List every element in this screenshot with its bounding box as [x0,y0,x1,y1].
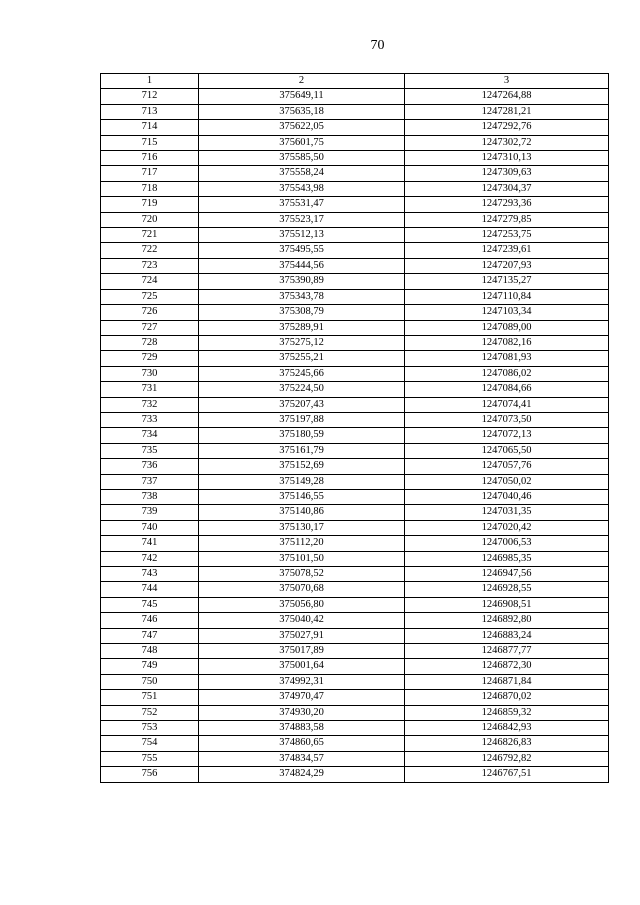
x-coordinate-cell: 375112,20 [199,536,405,551]
y-coordinate-cell: 1247310,13 [405,151,609,166]
table-row [101,212,609,227]
x-coordinate-cell: 375140,86 [199,505,405,520]
y-coordinate-cell: 1247020,42 [405,520,609,535]
table-row [101,428,609,443]
point-number-cell: 720 [101,212,199,227]
x-coordinate-cell: 375245,66 [199,366,405,381]
point-number-cell: 743 [101,567,199,582]
y-coordinate-cell: 1247302,72 [405,135,609,150]
y-coordinate-cell: 1246928,55 [405,582,609,597]
table-row [101,89,609,104]
y-coordinate-cell: 1246859,32 [405,705,609,720]
point-number-cell: 749 [101,659,199,674]
point-number-cell: 753 [101,721,199,736]
y-coordinate-cell: 1247072,13 [405,428,609,443]
point-number-cell: 724 [101,274,199,289]
x-coordinate-cell: 375001,64 [199,659,405,674]
table-row [101,628,609,643]
coordinates-table [100,73,609,783]
point-number-cell: 752 [101,705,199,720]
table-row [101,305,609,320]
page-number: 70 [370,38,385,53]
point-number-cell: 712 [101,89,199,104]
table-row [101,674,609,689]
x-coordinate-cell: 375207,43 [199,397,405,412]
table-row [101,104,609,119]
table-row [101,197,609,212]
y-coordinate-cell: 1246871,84 [405,674,609,689]
x-coordinate-cell: 375180,59 [199,428,405,443]
x-coordinate-cell: 375161,79 [199,443,405,458]
x-coordinate-cell: 375543,98 [199,181,405,196]
x-coordinate-cell: 375390,89 [199,274,405,289]
y-coordinate-cell: 1246985,35 [405,551,609,566]
point-number-cell: 742 [101,551,199,566]
x-coordinate-cell: 375149,28 [199,474,405,489]
table-row [101,135,609,150]
point-number-cell: 726 [101,305,199,320]
table-row [101,736,609,751]
table-row [101,289,609,304]
point-number-cell: 733 [101,412,199,427]
table-row [101,351,609,366]
x-coordinate-cell: 375601,75 [199,135,405,150]
x-coordinate-cell: 375070,68 [199,582,405,597]
table-row [101,459,609,474]
table-row [101,258,609,273]
table-row [101,366,609,381]
x-coordinate-cell: 374860,65 [199,736,405,751]
x-coordinate-cell: 375197,88 [199,412,405,427]
x-coordinate-cell: 375255,21 [199,351,405,366]
x-coordinate-cell: 375027,91 [199,628,405,643]
table-row [101,505,609,520]
x-coordinate-cell: 375017,89 [199,644,405,659]
table-row [101,659,609,674]
table-row [101,690,609,705]
table-row [101,397,609,412]
point-number-cell: 746 [101,613,199,628]
y-coordinate-cell: 1246947,56 [405,567,609,582]
y-coordinate-cell: 1247309,63 [405,166,609,181]
y-coordinate-cell: 1247135,27 [405,274,609,289]
point-number-cell: 737 [101,474,199,489]
table-row [101,751,609,766]
column-header: 3 [405,74,609,89]
point-number-cell: 745 [101,597,199,612]
table-row [101,320,609,335]
y-coordinate-cell: 1247253,75 [405,228,609,243]
x-coordinate-cell: 375585,50 [199,151,405,166]
y-coordinate-cell: 1247065,50 [405,443,609,458]
x-coordinate-cell: 374930,20 [199,705,405,720]
table-row [101,382,609,397]
point-number-cell: 736 [101,459,199,474]
x-coordinate-cell: 375224,50 [199,382,405,397]
point-number-cell: 725 [101,289,199,304]
column-header: 1 [101,74,199,89]
x-coordinate-cell: 375275,12 [199,335,405,350]
point-number-cell: 722 [101,243,199,258]
table-row [101,474,609,489]
y-coordinate-cell: 1246870,02 [405,690,609,705]
table-row [101,582,609,597]
table-row [101,705,609,720]
y-coordinate-cell: 1247084,66 [405,382,609,397]
x-coordinate-cell: 374834,57 [199,751,405,766]
x-coordinate-cell: 375308,79 [199,305,405,320]
y-coordinate-cell: 1247040,46 [405,489,609,504]
y-coordinate-cell: 1247103,34 [405,305,609,320]
x-coordinate-cell: 375130,17 [199,520,405,535]
point-number-cell: 731 [101,382,199,397]
table-row [101,567,609,582]
y-coordinate-cell: 1246826,83 [405,736,609,751]
x-coordinate-cell: 375444,56 [199,258,405,273]
y-coordinate-cell: 1247050,02 [405,474,609,489]
y-coordinate-cell: 1246872,30 [405,659,609,674]
x-coordinate-cell: 375558,24 [199,166,405,181]
x-coordinate-cell: 375289,91 [199,320,405,335]
table-row [101,536,609,551]
table-row [101,120,609,135]
y-coordinate-cell: 1247057,76 [405,459,609,474]
x-coordinate-cell: 375040,42 [199,613,405,628]
table-row [101,228,609,243]
x-coordinate-cell: 375056,80 [199,597,405,612]
point-number-cell: 751 [101,690,199,705]
table-row [101,166,609,181]
y-coordinate-cell: 1247239,61 [405,243,609,258]
point-number-cell: 754 [101,736,199,751]
point-number-cell: 723 [101,258,199,273]
point-number-cell: 738 [101,489,199,504]
point-number-cell: 734 [101,428,199,443]
x-coordinate-cell: 375649,11 [199,89,405,104]
point-number-cell: 719 [101,197,199,212]
x-coordinate-cell: 375495,55 [199,243,405,258]
point-number-cell: 755 [101,751,199,766]
table-row [101,443,609,458]
point-number-cell: 744 [101,582,199,597]
x-coordinate-cell: 374970,47 [199,690,405,705]
x-coordinate-cell: 375531,47 [199,197,405,212]
table-body [101,89,609,782]
point-number-cell: 716 [101,151,199,166]
point-number-cell: 714 [101,120,199,135]
table-row [101,489,609,504]
y-coordinate-cell: 1247264,88 [405,89,609,104]
point-number-cell: 740 [101,520,199,535]
y-coordinate-cell: 1246908,51 [405,597,609,612]
point-number-cell: 718 [101,181,199,196]
x-coordinate-cell: 375622,05 [199,120,405,135]
x-coordinate-cell: 375101,50 [199,551,405,566]
table-row [101,181,609,196]
point-number-cell: 729 [101,351,199,366]
x-coordinate-cell: 375152,69 [199,459,405,474]
y-coordinate-cell: 1247086,02 [405,366,609,381]
table-row [101,274,609,289]
y-coordinate-cell: 1247279,85 [405,212,609,227]
y-coordinate-cell: 1247293,36 [405,197,609,212]
point-number-cell: 735 [101,443,199,458]
y-coordinate-cell: 1247031,35 [405,505,609,520]
x-coordinate-cell: 375078,52 [199,567,405,582]
table-row [101,520,609,535]
point-number-cell: 728 [101,335,199,350]
y-coordinate-cell: 1246767,51 [405,767,609,782]
table-header-row [101,74,609,89]
y-coordinate-cell: 1247281,21 [405,104,609,119]
x-coordinate-cell: 374883,58 [199,721,405,736]
table-row [101,551,609,566]
point-number-cell: 715 [101,135,199,150]
y-coordinate-cell: 1246877,77 [405,644,609,659]
x-coordinate-cell: 374992,31 [199,674,405,689]
x-coordinate-cell: 375146,55 [199,489,405,504]
point-number-cell: 721 [101,228,199,243]
x-coordinate-cell: 375635,18 [199,104,405,119]
y-coordinate-cell: 1247074,41 [405,397,609,412]
table-row [101,721,609,736]
y-coordinate-cell: 1247081,93 [405,351,609,366]
table-row [101,644,609,659]
point-number-cell: 748 [101,644,199,659]
point-number-cell: 727 [101,320,199,335]
y-coordinate-cell: 1247292,76 [405,120,609,135]
point-number-cell: 717 [101,166,199,181]
point-number-cell: 730 [101,366,199,381]
x-coordinate-cell: 375512,13 [199,228,405,243]
y-coordinate-cell: 1247073,50 [405,412,609,427]
table-row [101,335,609,350]
y-coordinate-cell: 1246842,93 [405,721,609,736]
y-coordinate-cell: 1247304,37 [405,181,609,196]
table-row [101,151,609,166]
x-coordinate-cell: 375343,78 [199,289,405,304]
point-number-cell: 732 [101,397,199,412]
point-number-cell: 741 [101,536,199,551]
table-row [101,597,609,612]
y-coordinate-cell: 1247082,16 [405,335,609,350]
point-number-cell: 756 [101,767,199,782]
y-coordinate-cell: 1247110,84 [405,289,609,304]
table-row [101,613,609,628]
column-header: 2 [199,74,405,89]
y-coordinate-cell: 1247089,00 [405,320,609,335]
y-coordinate-cell: 1246892,80 [405,613,609,628]
point-number-cell: 739 [101,505,199,520]
point-number-cell: 750 [101,674,199,689]
table-row [101,243,609,258]
x-coordinate-cell: 374824,29 [199,767,405,782]
y-coordinate-cell: 1246792,82 [405,751,609,766]
x-coordinate-cell: 375523,17 [199,212,405,227]
point-number-cell: 747 [101,628,199,643]
y-coordinate-cell: 1247006,53 [405,536,609,551]
table-row [101,767,609,782]
y-coordinate-cell: 1247207,93 [405,258,609,273]
point-number-cell: 713 [101,104,199,119]
y-coordinate-cell: 1246883,24 [405,628,609,643]
table-row [101,412,609,427]
